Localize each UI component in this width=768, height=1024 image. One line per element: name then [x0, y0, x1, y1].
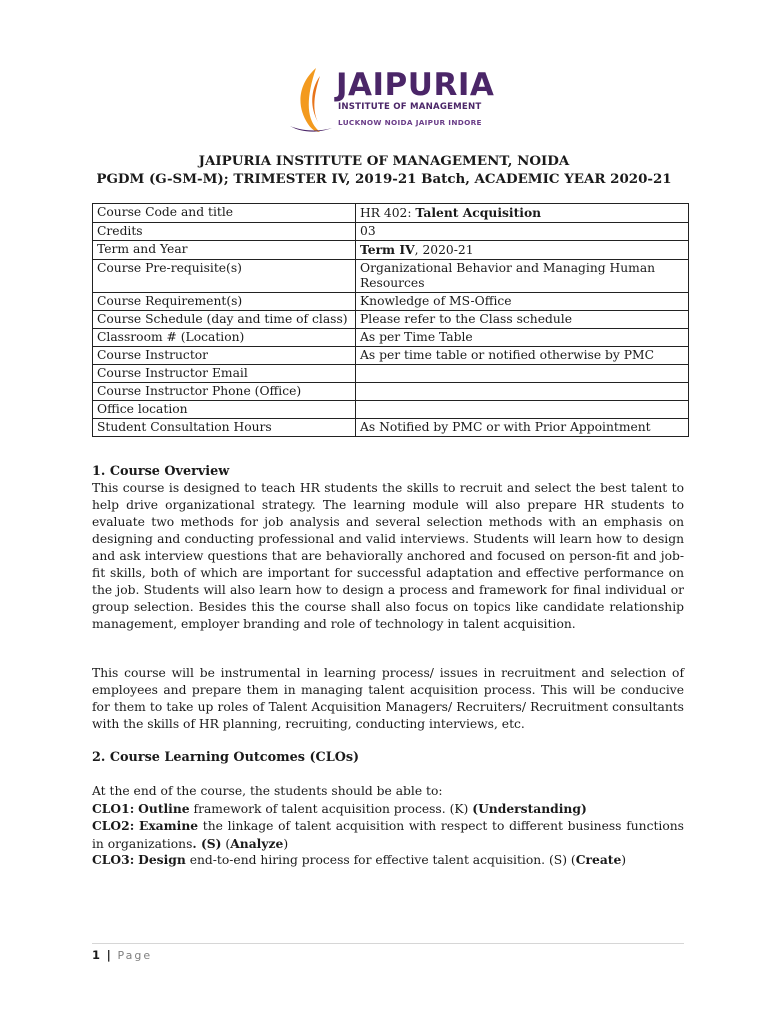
value-bold: Term IV: [360, 242, 415, 257]
table-cell-label: Course Code and title: [93, 204, 356, 223]
table-cell-value: Knowledge of MS-Office: [356, 293, 689, 311]
institute-logo: [286, 66, 495, 134]
table-cell-label: Course Schedule (day and time of class): [93, 311, 356, 329]
table-row: [93, 260, 689, 293]
table-cell-label: Course Pre-requisite(s): [93, 260, 356, 293]
table-row: [93, 204, 689, 223]
clo-2-label: CLO2:: [92, 818, 135, 833]
value-bold: Talent Acquisition: [415, 205, 542, 220]
table-row: [93, 401, 689, 419]
section-title-overview: 1. Course Overview: [92, 464, 230, 479]
table-cell-value: [356, 241, 689, 260]
table-row: [93, 293, 689, 311]
table-cell-value: 03: [356, 223, 689, 241]
table-cell-value: [356, 401, 689, 419]
footer-separator: |: [106, 948, 111, 962]
flame-logo-icon: [286, 66, 334, 134]
table-cell-value: As per Time Table: [356, 329, 689, 347]
table-row: [93, 329, 689, 347]
clo-3-text: end-to-end hiring process for effective talent acquisition. (S) (: [185, 853, 576, 867]
table-row: [93, 383, 689, 401]
outcomes-intro: At the end of the course, the students should be able to:: [92, 784, 443, 798]
clo-2-paren-close: ): [283, 837, 289, 851]
document-heading-program: PGDM (G-SM-M); TRIMESTER IV, 2019-21 Batch, ACADEMIC YEAR 2020-21: [96, 171, 672, 187]
table-cell-label: Office location: [93, 401, 356, 419]
table-row: [93, 311, 689, 329]
table-row: [93, 241, 689, 260]
page-label: Page: [117, 949, 153, 962]
table-cell-label: Course Requirement(s): [93, 293, 356, 311]
table-cell-label: Course Instructor Email: [93, 365, 356, 383]
footer-divider: [92, 943, 684, 944]
overview-paragraph-1: This course is designed to teach HR students the skills to recruit and select the best talent to help drive organizational strategy. The learning module will also prepare HR students to evaluate two methods for job analysis and several selection methods with an emphasis on designing and conducting professional and valid interviews. Students will learn how to design and ask interview questions that are behaviorally anchored and focused on person-fit and job-fit skills, both of which are important for successful adaptation and effective performance on the job. Students will also learn how to design a process and framework for final individual or group selection. Besides this the course shall also focus on topics like candidate relationship management, employer branding and role of technology in talent acquisition.: [92, 481, 684, 631]
section-title-outcomes: 2. Course Learning Outcomes (CLOs): [92, 750, 360, 765]
clo-2-paren-open: (: [221, 837, 231, 851]
table-cell-label: Student Consultation Hours: [93, 419, 356, 437]
course-info-table: [92, 203, 689, 437]
overview-paragraph-2: This course will be instrumental in learning process/ issues in recruitment and selection of employees and prepare them in managing talent acquisition process. This will be conducive for them to take up roles of Talent Acquisition Managers/ Recruiters/ Recruitment consultants with the skills of HR planning, recruiting, conducting interviews, etc.: [92, 666, 684, 731]
table-cell-value: [356, 204, 689, 223]
clo-2-text: the linkage of talent acquisition with respect to different business functions in organizations: [92, 819, 684, 851]
table-cell-label: Classroom # (Location): [93, 329, 356, 347]
table-cell-label: Course Instructor Phone (Office): [93, 383, 356, 401]
clo-2: [92, 817, 684, 853]
table-cell-value: As per time table or notified otherwise by PMC: [356, 347, 689, 365]
table-cell-value: As Notified by PMC or with Prior Appointment: [356, 419, 689, 437]
document-heading-institute: JAIPURIA INSTITUTE OF MANAGEMENT, NOIDA: [198, 153, 570, 169]
table-row: [93, 347, 689, 365]
clo-2-level: Analyze: [230, 836, 284, 851]
clo-3-label: CLO3:: [92, 852, 135, 867]
clo-1-text: framework of talent acquisition process. (K): [189, 802, 473, 816]
clo-3-paren-close: ): [621, 853, 627, 867]
table-cell-value: Please refer to the Class schedule: [356, 311, 689, 329]
page-number: 1: [92, 948, 101, 962]
logo-name: JAIPURIA: [336, 67, 495, 103]
table-row: [93, 223, 689, 241]
clo-1-label: CLO1:: [92, 801, 135, 816]
clo-3-verb: Design: [138, 852, 186, 867]
logo-cities: LUCKNOW NOIDA JAIPUR INDORE: [338, 118, 482, 127]
table-cell-label: Credits: [93, 223, 356, 241]
table-row: [93, 365, 689, 383]
table-cell-value: [356, 383, 689, 401]
clo-3: [92, 851, 684, 869]
logo-subtitle: INSTITUTE OF MANAGEMENT: [338, 102, 482, 112]
table-cell-label: Course Instructor: [93, 347, 356, 365]
clo-2-verb: Examine: [138, 818, 199, 833]
table-cell-label: Term and Year: [93, 241, 356, 260]
table-cell-value: [356, 365, 689, 383]
clo-1-verb: Outline: [138, 801, 190, 816]
clo-1: [92, 800, 684, 818]
table-cell-value: Organizational Behavior and Managing Human Resources: [356, 260, 689, 293]
value-prefix: HR 402:: [360, 206, 416, 220]
clo-3-level: Create: [575, 852, 622, 867]
value-suffix: , 2020-21: [414, 243, 474, 257]
clo-1-level: (Understanding): [472, 801, 587, 816]
page-footer: [92, 948, 152, 962]
table-row: [93, 419, 689, 437]
clo-2-mark: . (S): [192, 836, 222, 851]
